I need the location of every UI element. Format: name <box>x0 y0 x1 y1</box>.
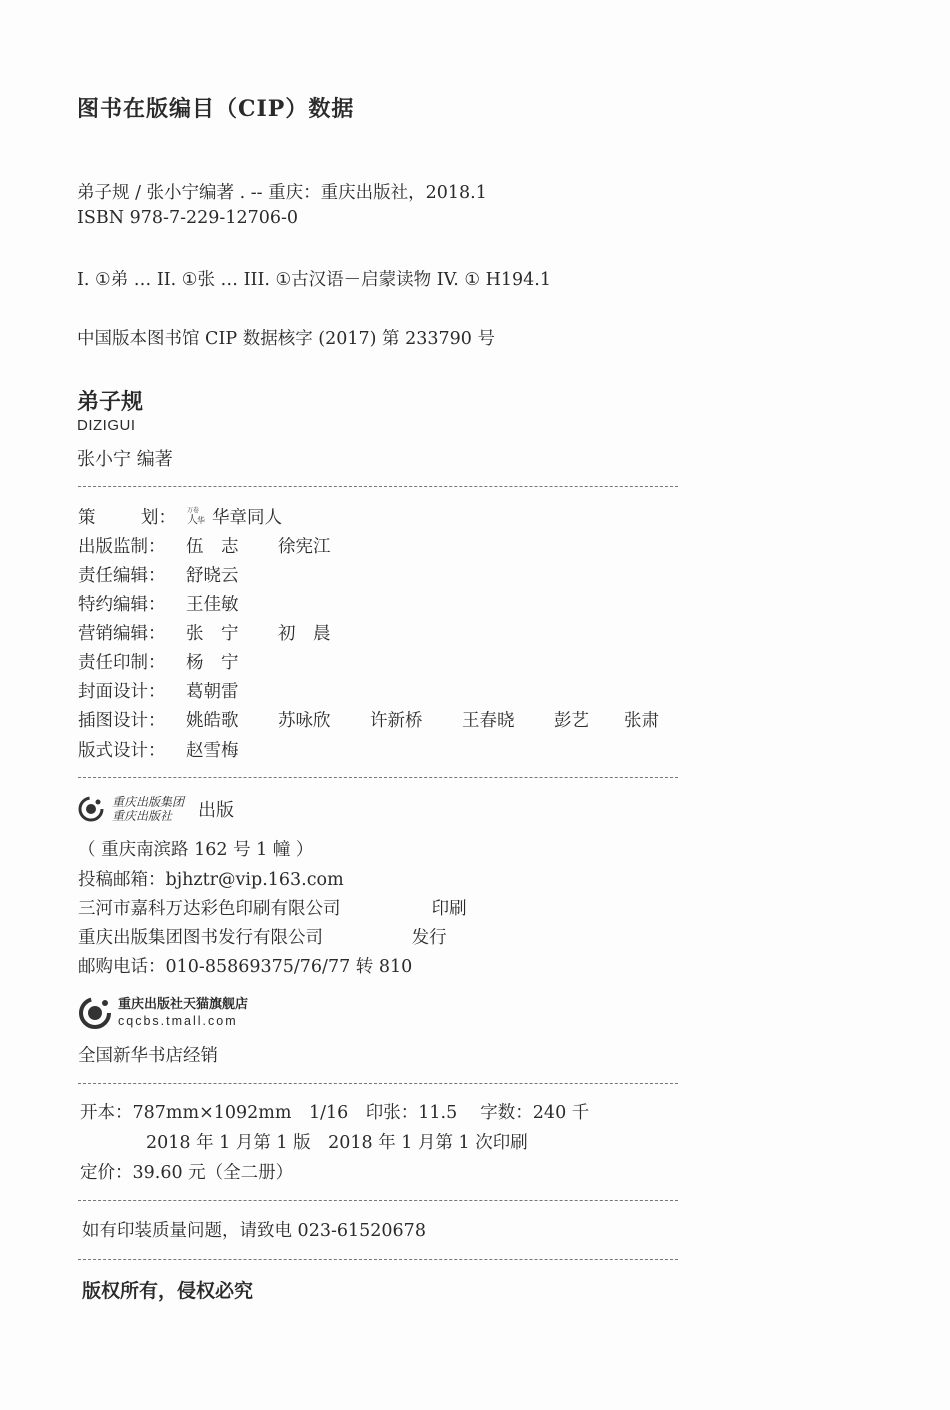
svg-text:万卷: 万卷 <box>187 507 200 514</box>
publisher-address: （ 重庆南滨路 162 号 1 幢 ） <box>78 840 314 860</box>
divider <box>78 1200 678 1201</box>
printer-name: 三河市嘉科万达彩色印刷有限公司 <box>78 899 341 919</box>
credit-name: 张 宁 <box>186 624 239 644</box>
credit-name: 杨 宁 <box>186 653 239 673</box>
credit-name: 王春晓 <box>462 711 515 731</box>
credit-name: 王佳敏 <box>186 595 239 615</box>
book-pinyin: DIZIGUI <box>77 417 136 434</box>
credit-row <box>78 562 239 587</box>
cip-heading: 图书在版编目（CIP）数据 <box>77 96 355 122</box>
credit-name: 彭艺 <box>554 711 589 731</box>
credit-name: 苏咏欣 <box>278 711 331 731</box>
credit-row <box>78 707 659 732</box>
credit-name: 舒晓云 <box>186 566 239 586</box>
cip-record-number: 中国版本图书馆 CIP 数据核字 (2017) 第 233790 号 <box>77 329 495 349</box>
printer-line <box>78 895 467 920</box>
credit-row <box>78 591 239 616</box>
publish-action: 出版 <box>198 800 235 821</box>
credit-name: 葛朝雷 <box>186 682 239 702</box>
credit-name: 许新桥 <box>370 711 423 731</box>
planning-publisher-logo <box>186 504 208 526</box>
credit-row-planning <box>78 504 282 529</box>
tmall-logo-icon <box>78 996 112 1030</box>
divider <box>78 777 678 778</box>
credit-name: 赵雪梅 <box>186 741 239 761</box>
svg-text:华: 华 <box>197 516 205 525</box>
distributor-action: 发行 <box>411 928 447 948</box>
credit-row <box>78 649 239 674</box>
copyright-notice: 版权所有，侵权必究 <box>82 1280 254 1302</box>
credit-label: 责任编辑： <box>78 566 166 586</box>
credit-row <box>78 620 331 645</box>
credit-name: 伍 志 <box>186 537 239 557</box>
publisher-logo-line1: 重庆出版集团 <box>112 795 185 809</box>
tmall-store-block <box>78 996 248 1030</box>
credit-row <box>78 533 331 558</box>
cip-title-line: 弟子规 / 张小宁编著 . -- 重庆：重庆出版社，2018.1 <box>77 183 487 203</box>
credit-name: 张肃 <box>624 711 659 731</box>
credit-row <box>78 678 239 703</box>
credit-label: 责任印制： <box>78 653 166 673</box>
credit-label: 版式设计： <box>78 741 166 761</box>
credit-label: 封面设计： <box>78 682 166 702</box>
credit-label: 营销编辑： <box>78 624 166 644</box>
credit-row <box>78 737 239 762</box>
retail-line: 全国新华书店经销 <box>78 1046 218 1066</box>
credit-label-planning: 策 划： <box>78 508 176 528</box>
book-title: 弟子规 <box>77 389 144 415</box>
credit-name: 姚皓歌 <box>186 711 239 731</box>
mail-order-phone: 邮购电话：010-85869375/76/77 转 810 <box>78 957 413 977</box>
credit-name: 初 晨 <box>278 624 331 644</box>
credit-label: 插图设计： <box>78 711 166 731</box>
credit-value-planning: 华章同人 <box>212 508 282 528</box>
publisher-logo-icon <box>78 796 104 822</box>
tmall-store-name: 重庆出版社天猫旗舰店 <box>118 997 249 1012</box>
credit-label: 特约编辑： <box>78 595 166 615</box>
publisher-logo-block <box>78 795 234 823</box>
credit-name: 徐宪江 <box>278 537 331 557</box>
tmall-store-url: cqcbs.tmall.com <box>118 1014 238 1028</box>
cip-isbn-line: ISBN 978-7-229-12706-0 <box>77 208 299 228</box>
cip-classification-line: I. ①弟 … II. ①张 … III. ①古汉语－启蒙读物 IV. ① H194.1 <box>77 270 551 290</box>
distributor-name: 重庆出版集团图书发行有限公司 <box>78 928 323 948</box>
edition-info: 2018 年 1 月第 1 版 2018 年 1 月第 1 次印刷 <box>146 1133 528 1153</box>
price-info: 定价：39.60 元（全二册） <box>80 1163 294 1183</box>
divider <box>78 486 678 487</box>
printer-action: 印刷 <box>431 899 467 919</box>
divider <box>78 1259 678 1260</box>
submission-email: 投稿邮箱：bjhztr@vip.163.com <box>78 870 344 890</box>
svg-text:人: 人 <box>187 513 198 526</box>
book-author: 张小宁 编著 <box>77 449 173 470</box>
quality-contact: 如有印装质量问题，请致电 023-61520678 <box>82 1221 426 1241</box>
divider <box>78 1083 678 1084</box>
credit-label: 出版监制： <box>78 537 166 557</box>
distributor-line <box>78 924 447 949</box>
format-specs: 开本：787mm×1092mm 1/16 印张：11.5 字数：240 千 <box>80 1103 590 1123</box>
publisher-logo-line2: 重庆出版社 <box>112 809 173 823</box>
